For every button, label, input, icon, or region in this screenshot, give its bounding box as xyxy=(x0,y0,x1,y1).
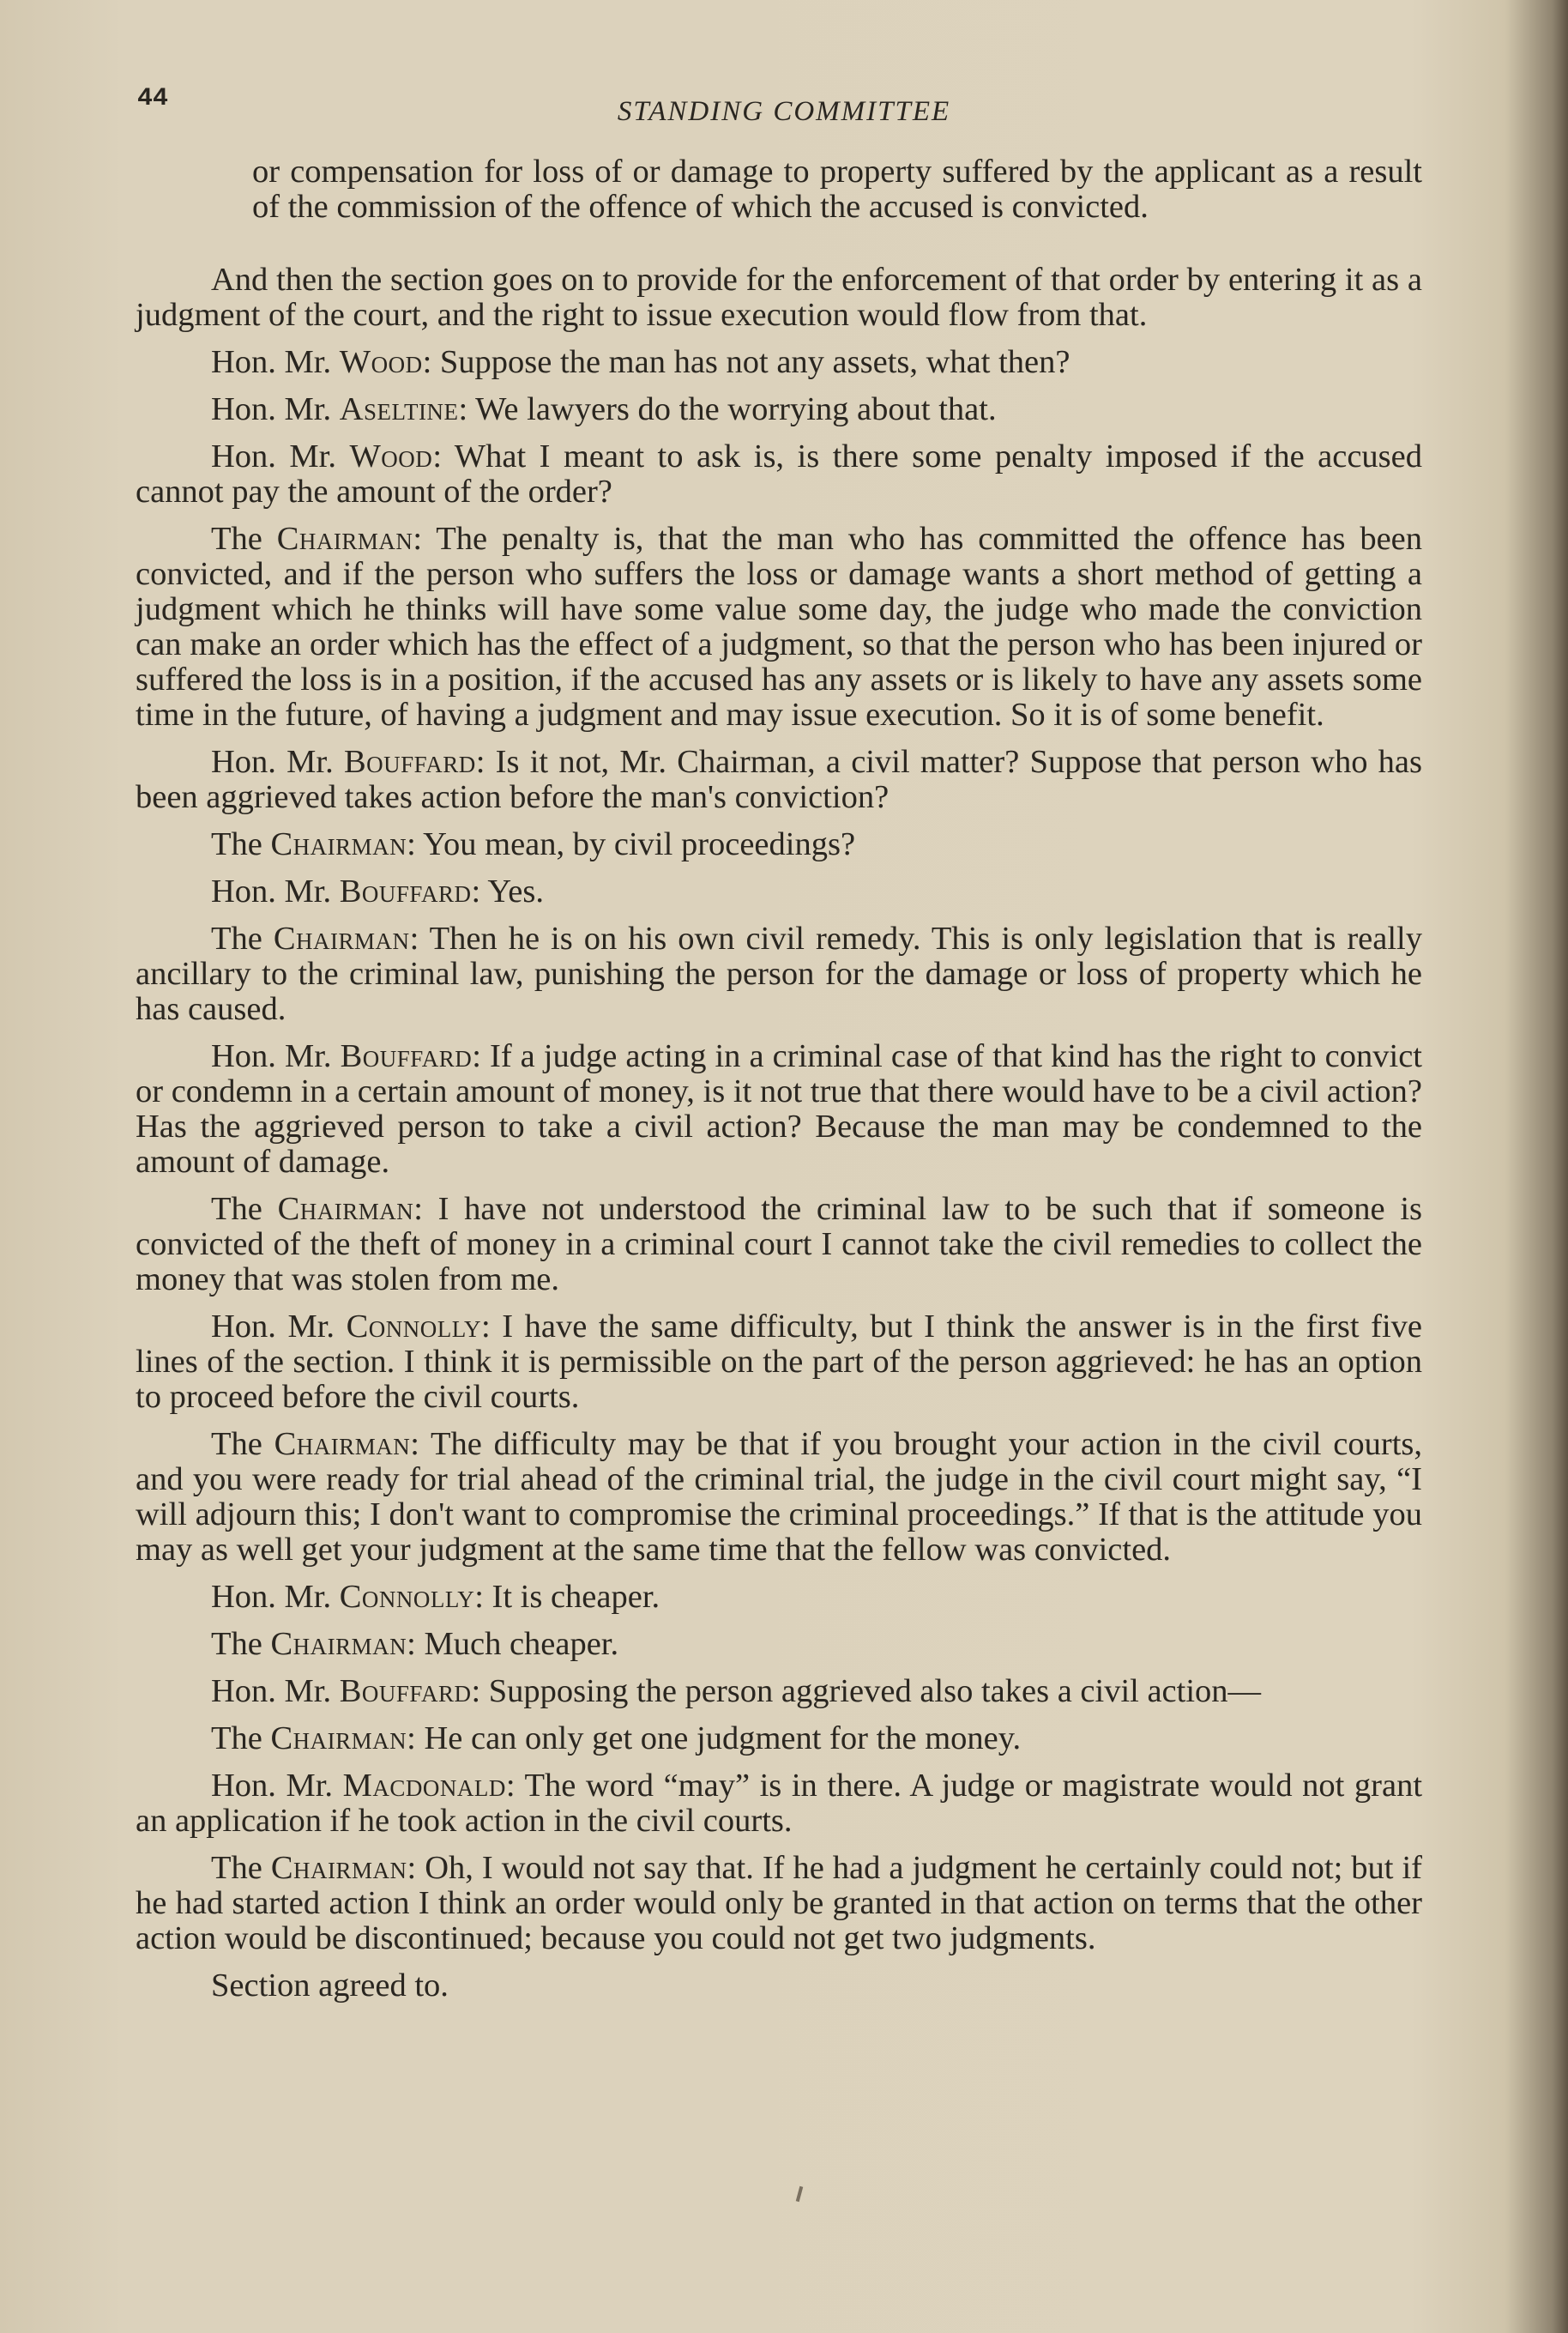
paragraph-text: : I have not understood the criminal law to be such that if someone is convicted of the theft of money in a criminal court I cannot take the civil remedies to collect the money that was stolen from me. xyxy=(136,1191,1422,1297)
paragraph-text: : I have the same difficulty, but I think the answer is in the first five lines of the section. I think it is permissible on the part of the person aggrieved: he has an option to proceed before the civil courts. xyxy=(136,1309,1422,1415)
speaker-name: Chairman xyxy=(277,1191,414,1227)
speaker-prefix: Hon. Mr. xyxy=(211,744,344,780)
paragraph-text: : The difficulty may be that if you brought your action in the civil courts, and you were ready for trial ahead of the criminal trial, the judge in the civil court might say, “I will adjourn this; I don't want to compromise the criminal proceedings.” If that is the attitude you may as well get your judgment at the same time that the fellow was convicted. xyxy=(136,1426,1423,1568)
speaker-name: Connolly xyxy=(339,1579,475,1615)
speaker-name: Chairman xyxy=(270,1720,407,1756)
section-agreed-line xyxy=(136,1968,1422,2004)
paragraph-text: Section agreed to. xyxy=(211,1967,449,2004)
speaker-name: Wood xyxy=(349,438,433,474)
speaker-prefix: Hon. Mr. xyxy=(211,1309,347,1345)
speaker-name: Chairman xyxy=(270,826,407,862)
speaker-prefix: The xyxy=(211,1720,271,1756)
speaker-name: Aseltine xyxy=(339,391,459,427)
speaker-prefix: The xyxy=(211,921,274,957)
speaker-name: Chairman xyxy=(273,921,410,957)
running-title: STANDING COMMITTEE xyxy=(617,96,951,127)
speaker-name: Chairman xyxy=(274,1426,411,1462)
paragraph xyxy=(136,345,1422,380)
paragraph-text: : He can only get one judgment for the money. xyxy=(407,1720,1022,1756)
quoted-statute-text: or compensation for loss of or damage to property suffered by the applicant as a result of the commission of the offence of which the accused is convicted. xyxy=(252,154,1422,225)
speaker-prefix: The xyxy=(211,1850,271,1886)
paragraph-text: : The word “may” is in there. A judge or magistrate would not grant an application if he took action in the civil courts. xyxy=(136,1768,1423,1839)
speaker-prefix: Hon. Mr. xyxy=(211,438,350,474)
page-body xyxy=(136,154,1422,2016)
paragraph xyxy=(136,1192,1422,1297)
paragraph-text: : What I meant to ask is, is there some penalty imposed if the accused cannot pay the amount of the order? xyxy=(136,438,1423,510)
paragraph xyxy=(136,874,1422,910)
speaker-prefix: Hon. Mr. xyxy=(211,1768,343,1804)
paragraph xyxy=(136,1427,1422,1568)
speaker-name: Bouffard xyxy=(339,1673,472,1709)
page-number: 44 xyxy=(137,84,169,113)
paragraph-text: : It is cheaper. xyxy=(474,1579,660,1615)
speaker-prefix: Hon. Mr. xyxy=(211,1579,340,1615)
speaker-prefix: The xyxy=(211,1626,271,1662)
speaker-prefix: Hon. Mr. xyxy=(211,1038,341,1074)
paragraph xyxy=(136,1580,1422,1615)
speaker-prefix: The xyxy=(211,521,277,557)
paragraph xyxy=(136,1721,1422,1756)
speaker-prefix: Hon. Mr. xyxy=(211,391,340,427)
paragraph-text: : Then he is on his own civil remedy. This is only legislation that is really ancillary to the criminal law, punishing the person for the damage or loss of property which he has caused. xyxy=(136,921,1422,1027)
paragraph-text: : The penalty is, that the man who has committed the offence has been convicted, and if the person who suffers the loss or damage wants a short method of getting a judgment which he thinks will have some value some day, the judge who made the conviction can make an order which has the effect of a judgment, so that the person who has been injured or suffered the loss is in a position, if the accused has any assets or is likely to have any assets some time in the future, of having a judgment and may issue execution. So it is of some benefit. xyxy=(136,521,1423,733)
speaker-prefix: Hon. Mr. xyxy=(211,1673,340,1709)
paragraph-text: : Suppose the man has not any assets, what then? xyxy=(422,344,1070,380)
paragraph xyxy=(136,745,1422,815)
paragraph xyxy=(136,392,1422,427)
paragraph-text: : Supposing the person aggrieved also takes a civil action— xyxy=(471,1673,1262,1709)
paragraph-text: : Is it not, Mr. Chairman, a civil matter? Suppose that person who has been aggrieved takes action before the man's conviction? xyxy=(136,744,1423,815)
paragraph xyxy=(136,1039,1422,1180)
paragraph xyxy=(136,522,1422,733)
speaker-name: Wood xyxy=(339,344,423,380)
paragraph xyxy=(136,1674,1422,1709)
paragraph-text: : If a judge acting in a criminal case of that kind has the right to convict or condemn in a certain amount of money, is it not true that there would have to be a civil action? Has the aggrieved person to take a civil action? Because the man may be condemned to the amount of damage. xyxy=(136,1038,1423,1180)
speaker-prefix: The xyxy=(211,826,271,862)
paragraph xyxy=(136,1627,1422,1662)
speaker-name: Chairman xyxy=(270,1850,407,1886)
paragraph-text: : We lawyers do the worrying about that. xyxy=(458,391,997,427)
speaker-name: Connolly xyxy=(346,1309,482,1345)
speaker-name: Macdonald xyxy=(342,1768,506,1804)
speaker-prefix: The xyxy=(211,1191,278,1227)
speaker-prefix: The xyxy=(211,1426,274,1462)
paragraph xyxy=(136,263,1422,333)
speaker-prefix: Hon. Mr. xyxy=(211,873,340,910)
paragraph xyxy=(136,922,1422,1027)
paragraph-text: : Much cheaper. xyxy=(407,1626,619,1662)
speaker-name: Chairman xyxy=(270,1626,407,1662)
paragraph-text: : You mean, by civil proceedings? xyxy=(407,826,856,862)
speaker-name: Bouffard xyxy=(340,1038,473,1074)
speaker-prefix: Hon. Mr. xyxy=(211,344,340,380)
paragraph-text: : Yes. xyxy=(471,873,544,910)
paragraph xyxy=(136,439,1422,510)
paragraph-text: : Oh, I would not say that. If he had a judgment he certainly could not; but if he had started action I think an order would only be granted in that action on terms that the other action would be discontinued; because you could not get two judgments. xyxy=(136,1850,1423,1956)
speaker-name: Bouffard xyxy=(343,744,476,780)
paragraph xyxy=(136,827,1422,862)
paragraph xyxy=(136,1309,1422,1415)
speaker-name: Chairman xyxy=(276,521,413,557)
speaker-name: Bouffard xyxy=(339,873,472,910)
paragraph xyxy=(136,1768,1422,1839)
paper-mark xyxy=(796,2186,804,2202)
paragraph xyxy=(136,1851,1422,1956)
paragraph-text: And then the section goes on to provide for the enforcement of that order by entering it as a judgment of the court, and the right to issue execution would flow from that. xyxy=(136,262,1422,333)
